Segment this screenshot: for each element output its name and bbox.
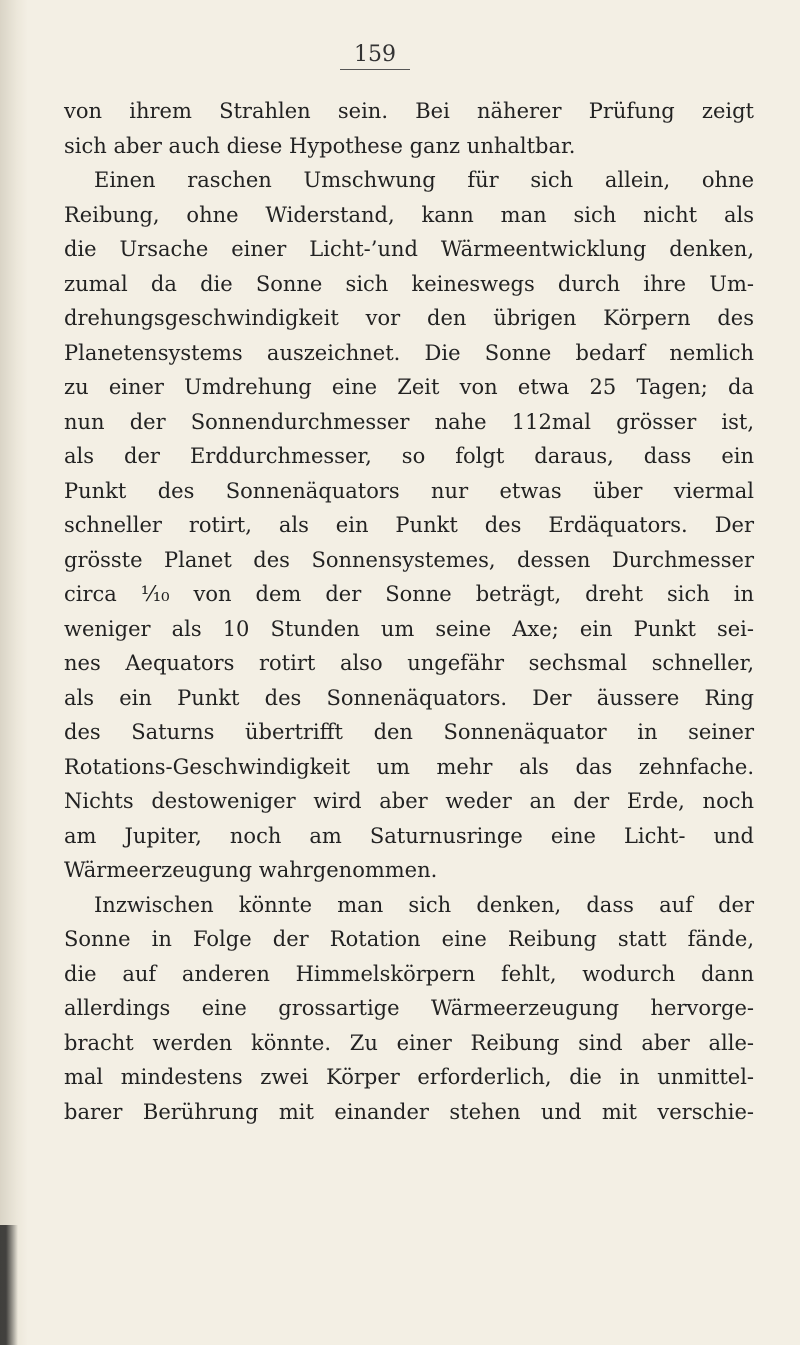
text-line: die auf anderen Himmelskörpern fehlt, wodurch dann	[64, 961, 754, 986]
text-line: Inzwischen könnte man sich denken, dass auf der	[94, 892, 754, 917]
text-line: Einen raschen Umschwung für sich allein, ohne	[94, 168, 754, 192]
text-line: schneller rotirt, als ein Punkt des Erdäquators. Der	[64, 513, 754, 537]
text-line: drehungsgeschwindigkeit vor den übrigen Körpern des	[64, 306, 754, 330]
text-line: als ein Punkt des Sonnenäquators. Der äussere Ring	[64, 685, 754, 710]
text-line: nes Aequators rotirt also ungefähr sechsmal schneller,	[64, 651, 754, 675]
text-line: sich aber auch diese Hypothese ganz unhaltbar.	[64, 133, 576, 158]
text-line: weniger als 10 Stunden um seine Axe; ein Punkt sei-	[64, 616, 754, 641]
text-line: Sonne in Folge der Rotation eine Reibung statt fände,	[64, 927, 754, 951]
text-line: die Ursache einer Licht-’und Wärmeentwicklung denken,	[64, 237, 754, 261]
text-line: als der Erddurchmesser, so folgt daraus, dass ein	[64, 444, 754, 468]
text-line: allerdings eine grossartige Wärmeerzeugung hervorge-	[64, 996, 754, 1020]
text-line: Wärmeerzeugung wahrgenommen.	[64, 858, 438, 882]
text-line: nun der Sonnendurchmesser nahe 112mal grösser ist,	[64, 409, 754, 434]
text-line: Reibung, ohne Widerstand, kann man sich nicht als	[64, 202, 754, 227]
text-line: barer Berührung mit einander stehen und mit verschie-	[64, 1099, 754, 1124]
page-corner-shadow	[0, 1225, 40, 1345]
page-edge-shadow	[0, 0, 28, 1345]
paragraph-3	[64, 888, 754, 1130]
text-line: grösste Planet des Sonnensystemes, dessen Durchmesser	[64, 547, 754, 572]
text-line: des Saturns übertrifft den Sonnenäquator in seiner	[64, 720, 754, 744]
text-line: Rotations-Geschwindigkeit um mehr als das zehnfache.	[64, 754, 754, 779]
text-line: Planetensystems auszeichnet. Die Sonne bedarf nemlich	[64, 340, 754, 365]
text-line: am Jupiter, noch am Saturnusringe eine Licht- und	[64, 823, 754, 848]
text-line: bracht werden könnte. Zu einer Reibung sind aber alle-	[64, 1030, 754, 1055]
text-line: Punkt des Sonnenäquators nur etwas über viermal	[64, 478, 754, 503]
text-line: zu einer Umdrehung eine Zeit von etwa 25 Tagen; da	[64, 375, 754, 399]
text-line: zumal da die Sonne sich keineswegs durch ihre Um-	[64, 271, 754, 296]
text-line: Nichts destoweniger wird aber weder an der Erde, noch	[64, 789, 754, 813]
paragraph-1	[64, 94, 754, 163]
text-line: von ihrem Strahlen sein. Bei näherer Prüfung zeigt	[64, 99, 754, 123]
body-text	[64, 94, 754, 1129]
text-line: circa ¹⁄₁₀ von dem der Sonne beträgt, dreht sich in	[64, 582, 754, 606]
paragraph-2	[64, 163, 754, 888]
page-number: 159	[340, 42, 410, 70]
text-line: mal mindestens zwei Körper erforderlich, die in unmittel-	[64, 1065, 754, 1089]
